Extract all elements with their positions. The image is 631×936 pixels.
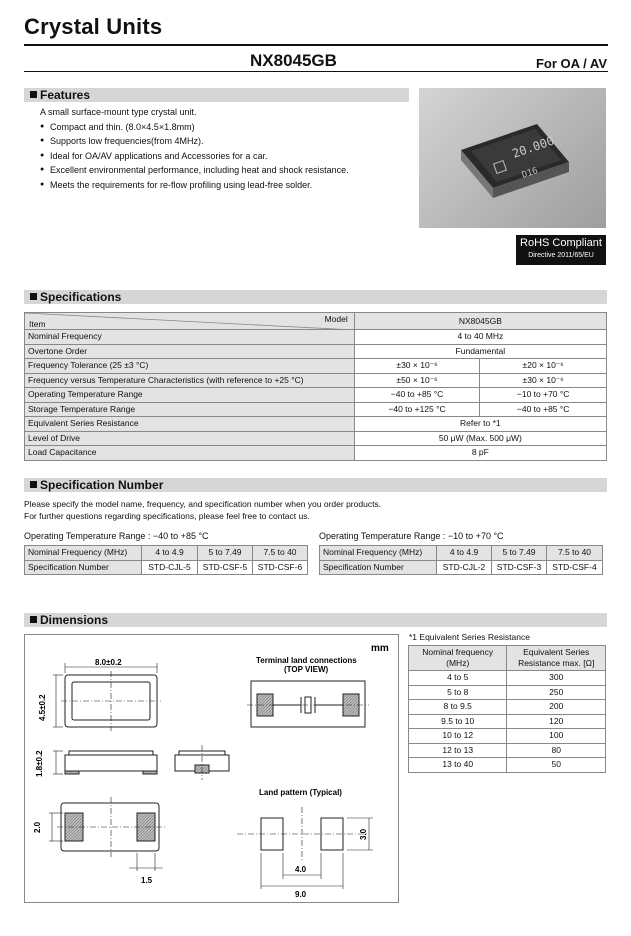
header-cell: 7.5 to 40 bbox=[253, 546, 308, 561]
dim-height: 1.8±0.2 bbox=[35, 750, 44, 777]
header-cell: Nominal Frequency (MHz) bbox=[320, 546, 437, 561]
spec-item: Level of Drive bbox=[25, 431, 355, 446]
photo-marking-code: D16 bbox=[520, 166, 540, 181]
features-heading: Features bbox=[24, 88, 409, 102]
spec-value: ±30 × 10⁻⁶ bbox=[354, 359, 480, 374]
spec-value-2: ±20 × 10⁻⁶ bbox=[480, 359, 607, 374]
land-inner-dim: 4.0 bbox=[295, 865, 307, 874]
esr-freq: 8 to 9.5 bbox=[409, 700, 507, 715]
spec-value: −40 to +125 °C bbox=[354, 402, 480, 417]
spec-code: STD-CSF-4 bbox=[547, 560, 603, 575]
rohs-directive: Directive 2011/65/EU bbox=[528, 252, 594, 259]
header-cell: 5 to 7.49 bbox=[492, 546, 547, 561]
esr-value: 100 bbox=[507, 729, 606, 744]
spec-value: 4 to 40 MHz bbox=[354, 330, 606, 345]
esr-freq: 9.5 to 10 bbox=[409, 714, 507, 729]
feature-item: ● Ideal for OA/AV applications and Accessories for a car. bbox=[40, 149, 349, 164]
product-photo bbox=[419, 88, 606, 228]
feature-item: ● Excellent environmental performance, including heat and shock resistance. bbox=[40, 163, 349, 178]
title-rule bbox=[24, 44, 608, 46]
dim-width: 4.5±0.2 bbox=[38, 694, 47, 721]
spec-number-heading: Specification Number bbox=[24, 478, 607, 492]
spec-code: STD-CSF-5 bbox=[198, 560, 253, 575]
land-outer-dim: 9.0 bbox=[295, 890, 307, 899]
spec-item: Operating Temperature Range bbox=[25, 388, 355, 403]
features-intro: A small surface-mount type crystal unit. bbox=[40, 107, 197, 117]
spec-value-2: ±30 × 10⁻⁶ bbox=[480, 373, 607, 388]
esr-head-1b: (MHz) bbox=[446, 658, 470, 668]
table-row bbox=[409, 671, 606, 686]
esr-caption: *1 Equivalent Series Resistance bbox=[409, 632, 530, 642]
terminal-view bbox=[247, 681, 369, 727]
model-value: NX8045GB bbox=[354, 313, 606, 330]
spec-value-2: −40 to +85 °C bbox=[480, 402, 607, 417]
spec-value: 8 pF bbox=[354, 446, 606, 461]
item-label: Item bbox=[29, 319, 46, 329]
side-view bbox=[53, 751, 157, 774]
table-row bbox=[25, 359, 607, 374]
esr-head-2b: Resistance max. [Ω] bbox=[518, 658, 595, 668]
spec-item: Load Capacitance bbox=[25, 446, 355, 461]
terminal-title: Terminal land connections bbox=[256, 656, 357, 665]
esr-freq: 10 to 12 bbox=[409, 729, 507, 744]
row-label: Specification Number bbox=[25, 560, 142, 575]
rohs-title: RoHS Compliant bbox=[520, 237, 602, 249]
dim-pad-height: 2.0 bbox=[33, 821, 42, 833]
table-row bbox=[25, 431, 607, 446]
header-cell: 4 to 4.9 bbox=[142, 546, 198, 561]
esr-value: 50 bbox=[507, 758, 606, 773]
table-row bbox=[409, 700, 606, 715]
land-pattern-title: Land pattern (Typical) bbox=[259, 788, 342, 797]
terminal-subtitle: (TOP VIEW) bbox=[284, 665, 329, 674]
esr-header-resistance bbox=[507, 646, 606, 671]
spec-number-table-right bbox=[319, 545, 603, 575]
header-cell: 7.5 to 40 bbox=[547, 546, 603, 561]
esr-freq: 12 to 13 bbox=[409, 743, 507, 758]
rohs-badge bbox=[516, 235, 606, 265]
features-list bbox=[40, 120, 349, 193]
dim-pad-width: 1.5 bbox=[141, 876, 153, 885]
photo-marking-freq: 20.000 bbox=[510, 133, 556, 161]
top-view bbox=[53, 663, 161, 731]
spec-number-table-left bbox=[24, 545, 308, 575]
esr-value: 200 bbox=[507, 700, 606, 715]
specifications-heading: Specifications bbox=[24, 290, 607, 304]
header-rule bbox=[24, 71, 608, 72]
esr-head-2: Equivalent Series bbox=[523, 647, 590, 657]
table-row bbox=[25, 330, 607, 345]
dim-length: 8.0±0.2 bbox=[95, 658, 122, 667]
land-pattern-view bbox=[237, 807, 373, 889]
left-caption: Operating Temperature Range : −40 to +85 °C bbox=[24, 531, 209, 541]
esr-value: 80 bbox=[507, 743, 606, 758]
model-label: Model bbox=[324, 314, 348, 324]
spec-value: Fundamental bbox=[354, 344, 606, 359]
table-header-row bbox=[25, 546, 308, 561]
spec-code: STD-CJL-5 bbox=[142, 560, 198, 575]
model-name: NX8045GB bbox=[250, 51, 337, 70]
header-cell: 5 to 7.49 bbox=[198, 546, 253, 561]
header-cell: 4 to 4.9 bbox=[437, 546, 492, 561]
table-row bbox=[25, 373, 607, 388]
table-row bbox=[409, 729, 606, 744]
spec-value: Refer to *1 bbox=[354, 417, 606, 432]
table-header-row bbox=[25, 313, 607, 330]
table-row bbox=[409, 758, 606, 773]
dimensions-heading: Dimensions bbox=[24, 613, 607, 627]
esr-table bbox=[408, 645, 606, 773]
features-text bbox=[40, 105, 349, 193]
table-row bbox=[25, 417, 607, 432]
spec-item: Storage Temperature Range bbox=[25, 402, 355, 417]
right-caption: Operating Temperature Range : −10 to +70 °C bbox=[319, 531, 504, 541]
spec-note-2: For further questions regarding specifications, please feel free to contact us. bbox=[24, 511, 310, 521]
spec-item: Nominal Frequency bbox=[25, 330, 355, 345]
spec-value: −40 to +85 °C bbox=[354, 388, 480, 403]
bottom-view bbox=[49, 797, 165, 871]
esr-freq: 5 to 8 bbox=[409, 685, 507, 700]
esr-head-1: Nominal frequency bbox=[422, 647, 494, 657]
spec-number-notes bbox=[24, 498, 381, 522]
dimensions-drawing bbox=[24, 634, 399, 903]
page-title: Crystal Units bbox=[24, 14, 163, 39]
spec-item: Frequency Tolerance (25 ±3 °C) bbox=[25, 359, 355, 374]
feature-item: ● Meets the requirements for re-flow profiling using lead-free solder. bbox=[40, 178, 349, 193]
table-row bbox=[409, 685, 606, 700]
esr-value: 250 bbox=[507, 685, 606, 700]
esr-header-freq bbox=[409, 646, 507, 671]
table-row bbox=[25, 560, 308, 575]
spec-value: 50 μW (Max. 500 μW) bbox=[354, 431, 606, 446]
spec-code: STD-CSF-6 bbox=[253, 560, 308, 575]
specifications-table bbox=[24, 312, 607, 461]
land-height-dim: 3.0 bbox=[359, 828, 368, 840]
table-row bbox=[409, 714, 606, 729]
esr-freq: 4 to 5 bbox=[409, 671, 507, 686]
spec-item: Frequency versus Temperature Characteristics (with reference to +25 °C) bbox=[25, 373, 355, 388]
spec-item: Overtone Order bbox=[25, 344, 355, 359]
item-model-cell bbox=[25, 313, 355, 330]
esr-value: 300 bbox=[507, 671, 606, 686]
spec-item: Equivalent Series Resistance bbox=[25, 417, 355, 432]
row-label: Specification Number bbox=[320, 560, 437, 575]
table-row bbox=[25, 344, 607, 359]
end-view bbox=[175, 745, 229, 780]
header-cell: Nominal Frequency (MHz) bbox=[25, 546, 142, 561]
table-row bbox=[25, 402, 607, 417]
unit-label: mm bbox=[371, 643, 389, 654]
table-header-row bbox=[320, 546, 603, 561]
table-header-row bbox=[409, 646, 606, 671]
spec-code: STD-CJL-2 bbox=[437, 560, 492, 575]
feature-item: ● Compact and thin. (8.0×4.5×1.8mm) bbox=[40, 120, 349, 135]
esr-value: 120 bbox=[507, 714, 606, 729]
table-row bbox=[25, 446, 607, 461]
spec-value-2: −10 to +70 °C bbox=[480, 388, 607, 403]
spec-note-1: Please specify the model name, frequency, and specification number when you order products. bbox=[24, 499, 382, 509]
table-row bbox=[320, 560, 603, 575]
table-row bbox=[409, 743, 606, 758]
spec-value: ±50 × 10⁻⁶ bbox=[354, 373, 480, 388]
esr-freq: 13 to 40 bbox=[409, 758, 507, 773]
feature-item: ● Supports low frequencies(from 4MHz). bbox=[40, 134, 349, 149]
table-row bbox=[25, 388, 607, 403]
spec-code: STD-CSF-3 bbox=[492, 560, 547, 575]
application-label: For OA / AV bbox=[535, 56, 607, 71]
